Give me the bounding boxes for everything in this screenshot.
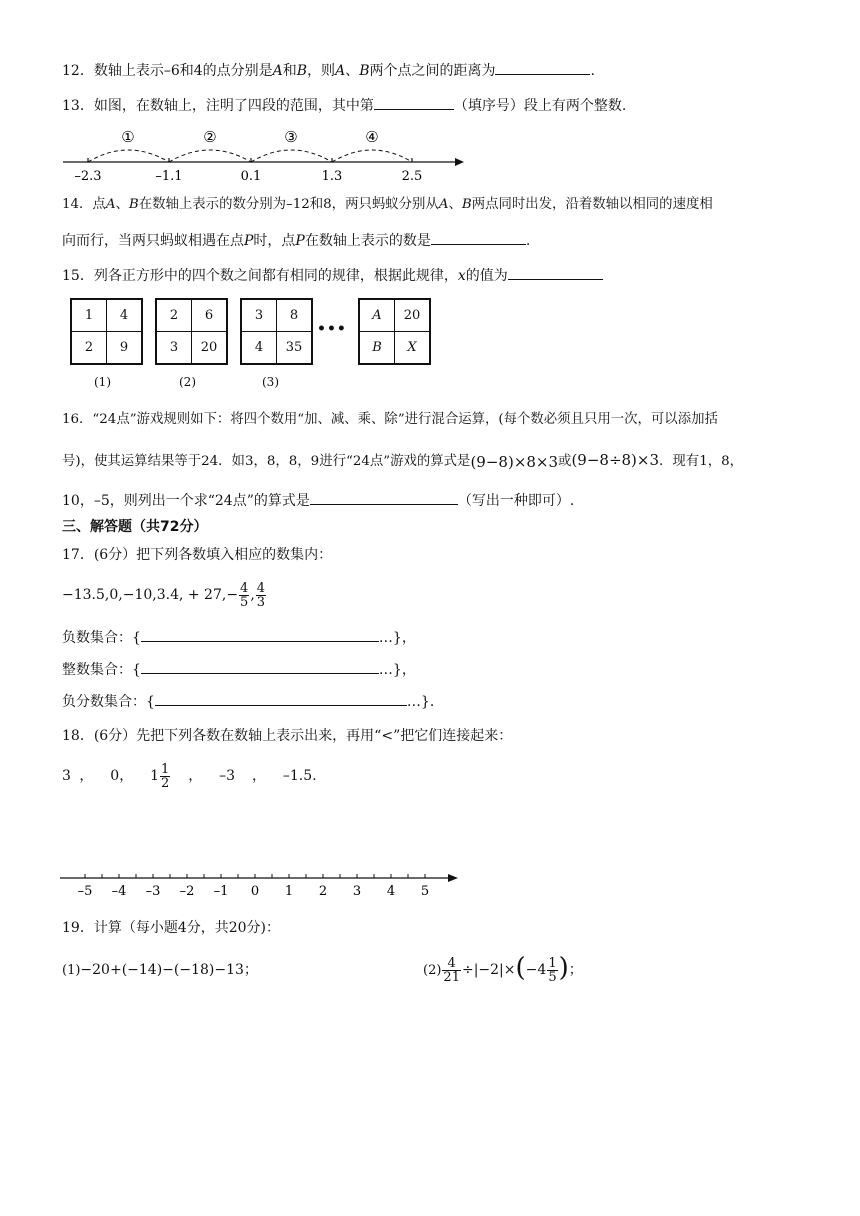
- question-12: 12．数轴上表示–6和4的点分别是A和B，则A、B两个点之间的距离为 .: [62, 60, 595, 81]
- question-16-line3: 10，–5，则列出一个求“24点”的算式是 （写出一种即可）.: [62, 490, 574, 511]
- answer-blank[interactable]: [155, 691, 407, 706]
- answer-blank[interactable]: [310, 490, 458, 505]
- tick-label: 0.1: [240, 169, 262, 184]
- question-14-line2: 向而行，当两只蚂蚁相遇在点P时，点P在数轴上表示的数是 .: [62, 230, 530, 251]
- number-square-1: 1 4 2 9: [70, 298, 143, 365]
- axis-label: 0: [250, 884, 260, 899]
- problem-1: (1)−20+(−14)−(−18)−13；: [62, 962, 258, 978]
- number-list: −13.5,0,−10,3.4, + 27,− $\frac{4}{5}$ , $\frac{4}{3}$: [62, 580, 266, 610]
- axis-label: 4: [386, 884, 396, 899]
- problem-2: (2) $\frac{4}{21}$ ÷|−2|×(−4 $\frac{1}{5}$ )；: [423, 953, 583, 985]
- section-heading: 三、解答题（共72分）: [62, 519, 208, 535]
- axis-label: –2: [179, 884, 195, 899]
- square-caption: (3): [262, 375, 279, 389]
- ellipsis: •••: [317, 321, 347, 337]
- question-16-line2: 号)，使其运算结果等于24．如3，8，8，9进行“24点”游戏的算式是(9−8)×8×3或(9−8÷8)×3．现有1，8，: [62, 451, 744, 471]
- square-caption: (1): [94, 375, 111, 389]
- axis-label: –5: [77, 884, 93, 899]
- answer-blank[interactable]: [141, 627, 379, 642]
- segment-label: ②: [203, 128, 217, 146]
- number-square-2: 2 6 3 20: [155, 298, 228, 365]
- number-square-4: A 20 B X: [358, 298, 431, 365]
- answer-blank[interactable]: [495, 60, 590, 75]
- tick-label: –1.1: [155, 169, 183, 184]
- number-line-q18: [55, 862, 465, 902]
- number-square-3: 3 8 4 35: [240, 298, 313, 365]
- question-15: 15．列各正方形中的四个数之间都有相同的规律，根据此规律，x的值为: [62, 265, 603, 286]
- axis-label: 3: [352, 884, 362, 899]
- tick-label: 1.3: [321, 169, 343, 184]
- question-18: 18．(6分）先把下列各数在数轴上表示出来，再用“<”把它们连接起来：: [62, 728, 513, 744]
- question-17: 17．(6分）把下列各数填入相应的数集内：: [62, 547, 333, 563]
- answer-blank[interactable]: [508, 265, 603, 280]
- tick-label: 2.5: [401, 169, 423, 184]
- tick-label: –2.3: [74, 169, 102, 184]
- number-line-segments: [55, 122, 475, 184]
- answer-blank[interactable]: [141, 659, 379, 674]
- segment-label: ③: [284, 128, 298, 146]
- question-13: 13．如图，在数轴上，注明了四段的范围，其中第 （填序号）段上有两个整数.: [62, 95, 626, 116]
- square-caption: (2): [179, 375, 196, 389]
- axis-label: –1: [213, 884, 229, 899]
- question-16-line1: 16．“24点”游戏规则如下：将四个数用“加、减、乘、除”进行混合运算，(每个数必须且只用一次，可以添加括: [62, 412, 718, 427]
- answer-blank[interactable]: [374, 95, 454, 110]
- question-14-line1: 14．点A、B在数轴上表示的数分别为–12和8，两只蚂蚁分别从A、B两点同时出发，沿着数轴以相同的速度相: [62, 197, 713, 212]
- integer-set: 整数集合：{ …}，: [62, 659, 416, 680]
- negative-fraction-set: 负分数集合：{ …}．: [62, 691, 444, 712]
- axis-label: –3: [145, 884, 161, 899]
- axis-label: 1: [284, 884, 294, 899]
- axis-label: 5: [420, 884, 430, 899]
- segment-label: ①: [121, 128, 135, 146]
- axis-label: 2: [318, 884, 328, 899]
- axis-label: –4: [111, 884, 127, 899]
- segment-label: ④: [365, 128, 379, 146]
- negative-set: 负数集合：{ …}，: [62, 627, 416, 648]
- answer-blank[interactable]: [431, 230, 526, 245]
- question-19: 19．计算（每小题4分，共20分)：: [62, 920, 280, 936]
- q18-numbers: 3 ， 0， 1 $\frac{1}{2}$ ， –3 ， –1.5.: [62, 761, 317, 791]
